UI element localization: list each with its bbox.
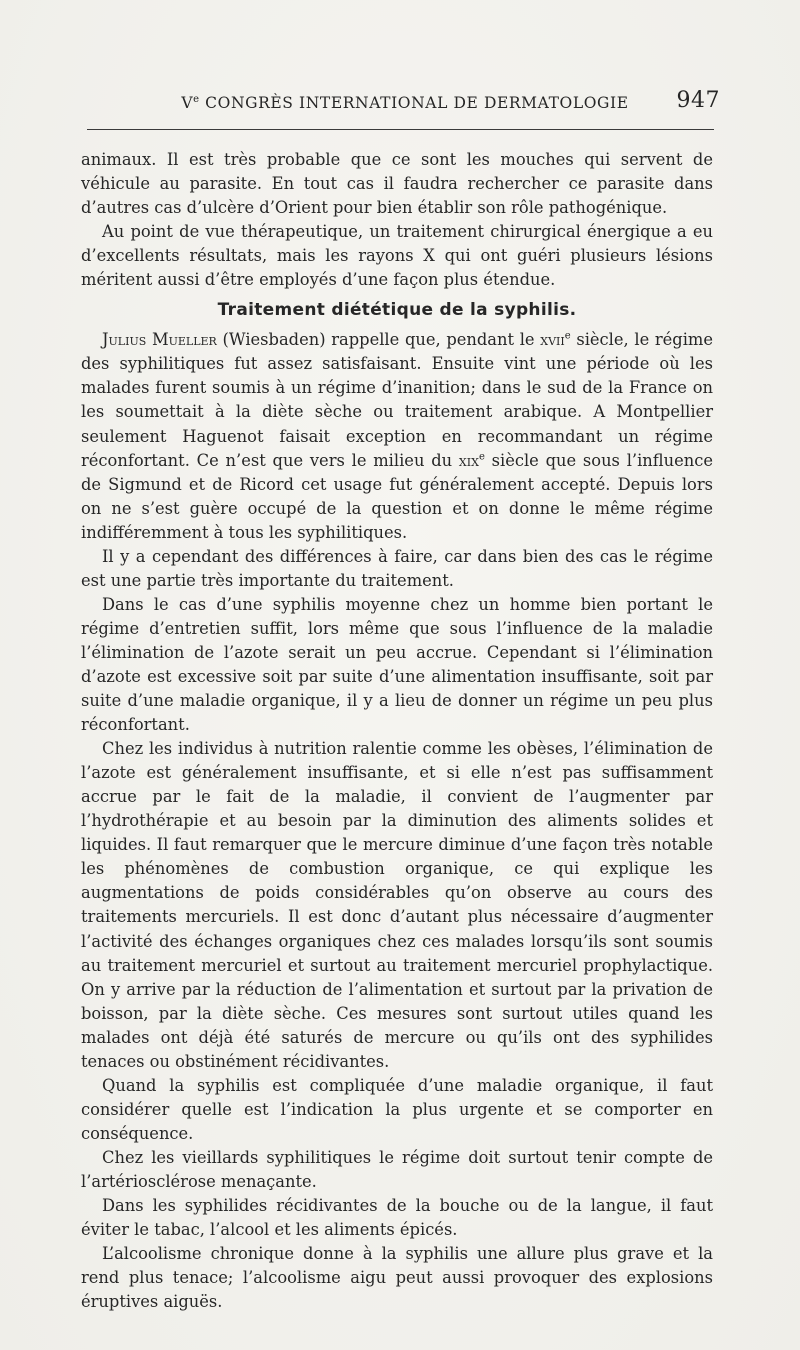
paragraph: Dans le cas d’une syphilis moyenne chez un homme bien portant le régime d’entretien suffit, lors même que sous l’influence de la maladie l’élimination de l’azote serait un peu accrue. Cependant si l’élimination d’azote est excessive soit par suite d’une alimentation insuffisante, soit par suite d’une maladie organique, il y a lieu de donner un régime un peu plus réconfortant. — [81, 594, 713, 735]
running-head — [80, 88, 720, 118]
paragraph: L’alcoolisme chronique donne à la syphilis une allure plus grave et la rend plus tenace; l’alcoolisme aigu peut aussi provoquer des explosions éruptives aiguës. — [81, 1244, 713, 1312]
paragraph-continued: animaux. Il est très probable que ce sont les mouches qui servent de véhicule au parasite. En tout cas il faudra rechercher ce parasite dans d’autres cas d’ulcère d’Orient pour bien établir son rôle pathogénique. — [81, 150, 713, 218]
paragraph: Au point de vue thérapeutique, un traitement chirurgical énergique a eu d’excellents résultats, mais les rayons X qui ont guéri plusieurs lésions méritent aussi d’être employés d’une façon plus étendue. — [81, 222, 713, 290]
header-rule — [87, 129, 714, 130]
running-title-superscript: e — [193, 94, 200, 105]
section-heading: Traitement diététique de la syphilis. — [217, 300, 577, 321]
running-title-prefix: V — [181, 94, 194, 113]
running-title — [80, 94, 650, 112]
running-title-text: CONGRÈS INTERNATIONAL DE DERMATOLOGIE — [199, 94, 629, 113]
paragraph: Quand la syphilis est compliquée d’une maladie organique, il faut considérer quelle est l’indication la plus urgente et se comporter en conséquence. — [81, 1075, 713, 1143]
page-number: 947 — [676, 88, 720, 113]
paragraph: Chez les individus à nutrition ralentie comme les obèses, l’élimination de l’azote est généralement insuffisante, et si elle n’est pas suffisamment accrue par le fait de la maladie, il convient de l’augmenter par l’hydrothérapie et au besoin par la diminution des aliments solides et liquides. Il faut remarquer que le mercure diminue d’une façon très notable les phénomènes de combustion organique, ce qui explique les augmentations de poids considérables qu’on observe au cours des traitements mercuriels. Il est donc d’autant plus nécessaire d’augmenter l’activité des échanges organiques chez ces malades lorsqu’ils sont soumis au traitement mercuriel et surtout au traitement mercuriel prophylactique. On y arrive par la réduction de l’alimentation et surtout par la privation de boisson, par la diète sèche. Ces mesures sont surtout utiles quand les malades ont déjà été saturés de mercure ou qu’ils ont des syphilides tenaces ou obstinément récidivantes. — [81, 739, 713, 1071]
century-superscript-1: e — [564, 330, 571, 342]
century-numeral-2: xix — [458, 450, 479, 470]
paragraph: Dans les syphilides récidivantes de la bouche ou de la langue, il faut éviter le tabac, l’alcool et les aliments épicés. — [81, 1196, 713, 1240]
paragraph-section-intro — [81, 328, 713, 544]
intro-text-a: (Wiesbaden) rappelle que, pendant le — [216, 330, 541, 350]
century-numeral-1: xvii — [540, 330, 565, 350]
intro-text-c: siècle que sous l’influence de Sigmund et de Ricord cet usage fut généralement accepté. Depuis lors on ne s’est guère occupé de la question et on donne le même régime indifféremment à tous les syphilitiques. — [81, 450, 713, 542]
paragraph: Chez les vieillards syphilitiques le régime doit surtout tenir compte de l’artériosclérose menaçante. — [81, 1147, 713, 1191]
intro-text-b: siècle, le régime des syphilitiques fut assez satisfaisant. Ensuite vint une période où les malades furent soumis à un régime d’inanition; dans le sud de la France on les soumettait à la diète sèche ou traitement arabique. A Montpellier seulement Haguenot faisait exception en recommandant un régime réconfortant. Ce n’est que vers le milieu du — [81, 330, 714, 470]
century-superscript-2: e — [478, 451, 485, 463]
paragraph: Il y a cependant des différences à faire, car dans bien des cas le régime est une partie très importante du traitement. — [81, 546, 713, 590]
author-name: Julius Mueller — [102, 330, 217, 350]
page-body — [81, 148, 713, 1314]
